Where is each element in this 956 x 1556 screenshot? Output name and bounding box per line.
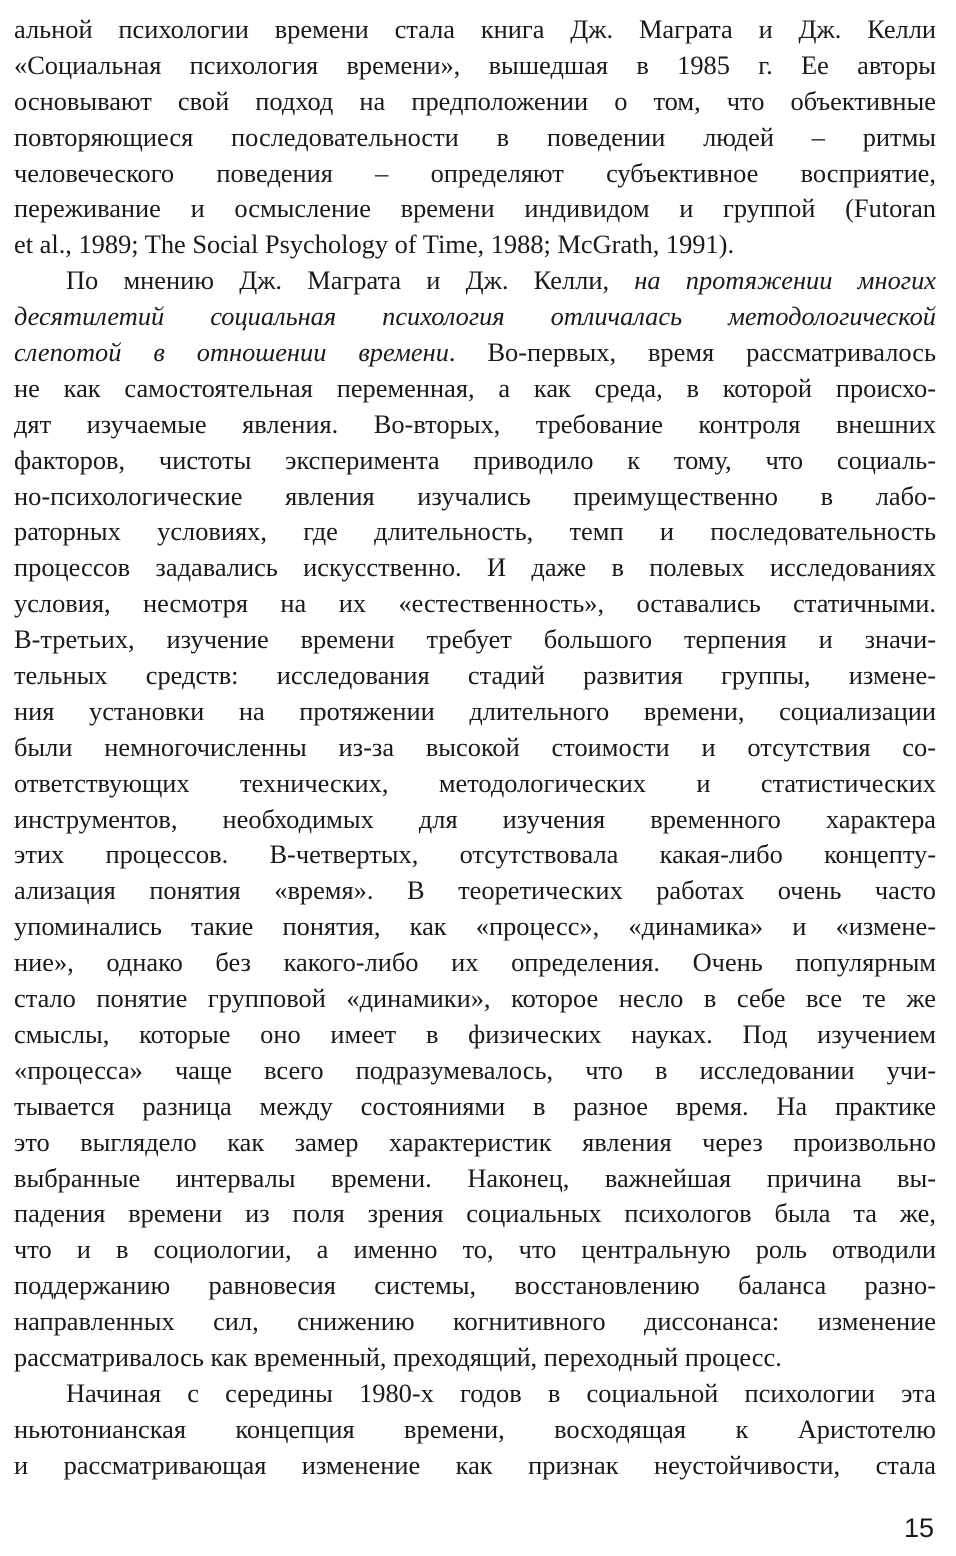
text-line [14,12,936,48]
italic-run: десятилетий социальная психология отличалась методологической [14,301,936,332]
text-line [14,191,936,227]
text-line [14,479,936,515]
text-line [14,1376,936,1412]
text-run: дят изучаемые явления. Во-вторых, требование контроля внешних [14,408,936,439]
text-run: стало понятие групповой «динамики», которое несло в себе все те же [14,983,936,1014]
text-line [14,227,936,263]
text-line [14,1161,936,1197]
text-line [14,837,936,873]
text-run: и рассматривающая изменение как признак неустойчивости, стала [14,1449,936,1480]
text-run: основывают свой подход на предположении о том, что объективные [14,85,936,116]
text-line [14,1268,936,1304]
text-line [14,1053,936,1089]
text-run: ньютонианская концепция времени, восходящая к Аристотелю [14,1413,936,1444]
text-run: тывается разница между состояниями в разное время. На практике [14,1090,936,1121]
text-line [14,407,936,443]
text-line [14,1304,936,1340]
text-run: ние», однако без какого-либо их определения. Очень популярным [14,947,936,978]
text-run: В-третьих, изучение времени требует большого терпения и значи- [14,624,936,655]
text-run: процессов задавались искусственно. И даже в полевых исследованиях [14,552,936,583]
text-run: Начиная с середины 1980-х годов в социальной психологии эта [66,1377,936,1408]
text-line [14,84,936,120]
text-run: падения времени из поля зрения социальных психологов была та же, [14,1198,936,1229]
text-run: . Во-первых, время рассматривалось [448,337,936,368]
text-run: не как самостоятельная переменная, а как среда, в которой происхо- [14,372,936,403]
paragraph-1 [14,12,936,263]
text-line [14,730,936,766]
text-line [14,586,936,622]
text-run: инструментов, необходимых для изучения временного характера [14,803,936,834]
paragraph-3 [14,1376,936,1484]
text-run: это выглядело как замер характеристик явления через произвольно [14,1126,936,1157]
text-line [14,120,936,156]
text-run: тельных средств: исследования стадий развития группы, измене- [14,660,936,691]
text-run: направленных сил, снижению когнитивного диссонанса: изменение [14,1306,936,1337]
text-run: условия, несмотря на их «естественность», оставались статичными. [14,588,936,619]
text-line [14,909,936,945]
text-line [14,873,936,909]
text-line [14,766,936,802]
text-run: этих процессов. В-четвертых, отсутствовала какая-либо концепту- [14,839,936,870]
page-body [14,12,936,1484]
text-run: альной психологии времени стала книга Дж. Маграта и Дж. Келли [14,14,936,44]
italic-run: на протяжении многих [634,265,936,296]
text-run: ния установки на протяжении длительного времени, социализации [14,695,936,726]
text-line [14,550,936,586]
text-line [14,1125,936,1161]
text-run: поддержанию равновесия системы, восстановлению баланса разно- [14,1270,936,1301]
text-run: были немногочисленны из-за высокой стоимости и отсутствия со- [14,731,936,762]
text-line [14,299,936,335]
text-run: раторных условиях, где длительность, темп и последовательность [14,516,936,547]
text-run: что и в социологии, а именно то, что центральную роль отводили [14,1234,936,1265]
text-line [14,658,936,694]
paragraph-2 [14,263,936,1376]
text-line [14,1232,936,1268]
text-line [14,802,936,838]
text-line [14,371,936,407]
text-line [14,1448,936,1484]
text-line [14,263,936,299]
text-line [14,48,936,84]
text-run: повторяющиеся последовательности в поведении людей – ритмы [14,121,936,152]
text-line [14,1017,936,1053]
text-run: но-психологические явления изучались преимущественно в лабо- [14,480,936,511]
text-line [14,443,936,479]
text-run: рассматривалось как временный, преходящий, переходный процесс. [14,1341,782,1372]
text-line [14,945,936,981]
text-line [14,981,936,1017]
text-run: «процесса» чаще всего подразумевалось, что в исследовании учи- [14,1054,936,1085]
text-line [14,694,936,730]
text-line [14,335,936,371]
text-run: et al., 1989; The Social Psychology of Time, 1988; McGrath, 1991). [14,229,735,260]
text-run: «Социальная психология времени», вышедшая в 1985 г. Ее авторы [14,49,936,80]
text-run: смыслы, которые оно имеет в физических науках. Под изучением [14,1018,936,1049]
text-run: факторов, чистоты эксперимента приводило к тому, что социаль- [14,444,936,475]
text-run: ответствующих технических, методологических и статистических [14,767,936,798]
text-run: ализация понятия «время». В теоретических работах очень часто [14,875,936,906]
text-line [14,622,936,658]
text-line [14,1196,936,1232]
text-line [14,514,936,550]
text-run: По мнению Дж. Маграта и Дж. Келли, [66,265,635,296]
page-number: 15 [903,1513,934,1543]
text-run: выбранные интервалы времени. Наконец, важнейшая причина вы- [14,1162,936,1193]
text-line [14,1412,936,1448]
text-line [14,156,936,192]
text-run: упоминались такие понятия, как «процесс», «динамика» и «измене- [14,911,936,942]
text-run: переживание и осмысление времени индивидом и группой (Futoran [14,193,936,224]
text-run: человеческого поведения – определяют субъективное восприятие, [14,157,936,188]
italic-run: слепотой в отношении времени [14,337,449,368]
text-line [14,1089,936,1125]
text-line [14,1340,936,1376]
